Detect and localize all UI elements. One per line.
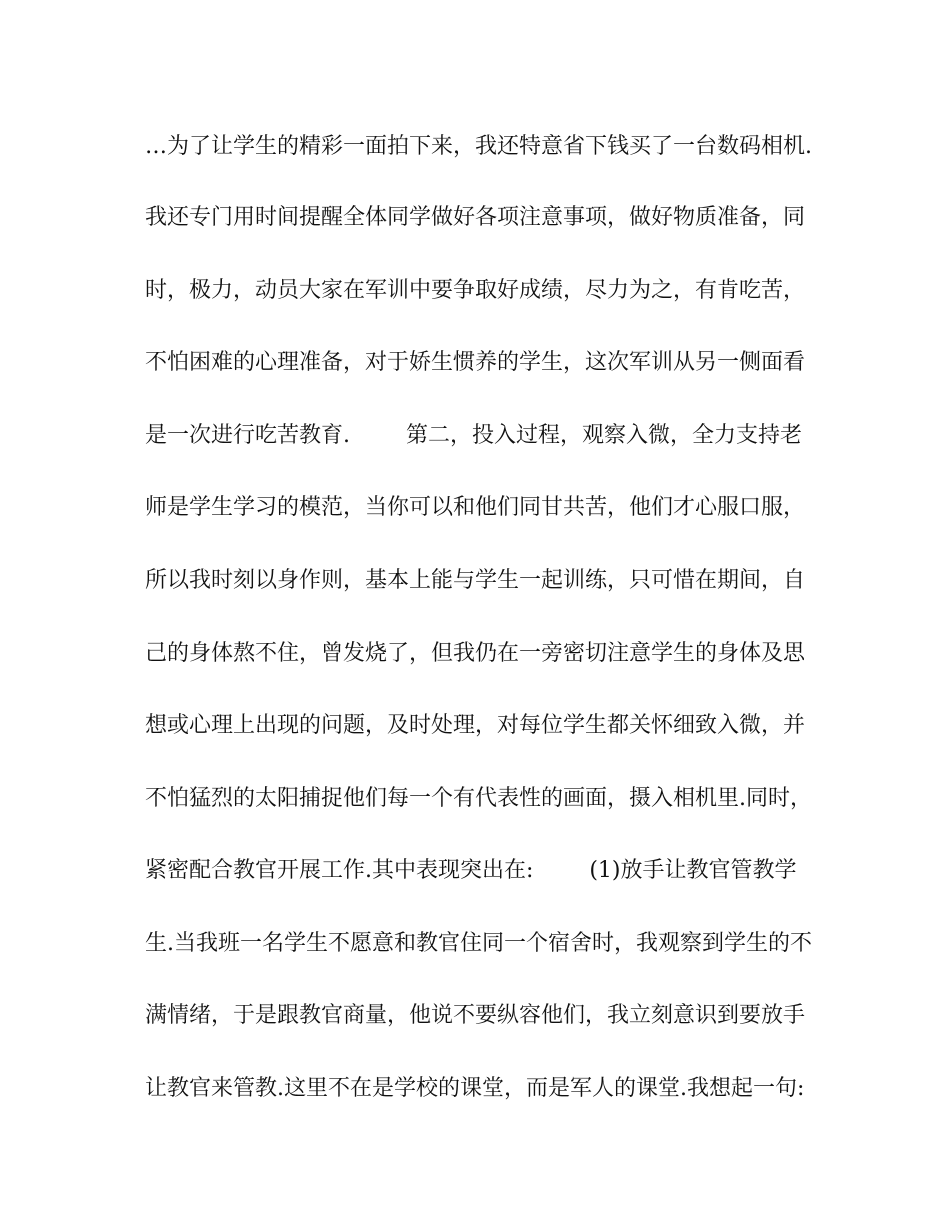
text-line: 不怕困难的心理准备，对于娇生惯养的学生，这次军训从另一侧面看 <box>145 350 806 375</box>
text-line: …为了让学生的精彩一面拍下来，我还特意省下钱买了一台数码相机. <box>145 134 812 159</box>
text-line: 己的身体熬不住，曾发烧了，但我仍在一旁密切注意学生的身体及思 <box>145 641 806 666</box>
text-line: 让教官来管教.这里不在是学校的课堂，而是军人的课堂.我想起一句: <box>145 1076 805 1101</box>
text-line: 紧密配合教官开展工作.其中表现突出在: (1)放手让教官管教学 <box>145 858 797 883</box>
text-line: 是一次进行吃苦教育. 第二，投入过程，观察入微，全力支持老 <box>145 423 802 448</box>
text-line: 时，极力，动员大家在军训中要争取好成绩，尽力为之，有肯吃苦， <box>145 278 806 303</box>
text-line: 不怕猛烈的太阳捕捉他们每一个有代表性的画面，摄入相机里.同时， <box>145 786 812 811</box>
text-line: 想或心理上出现的问题，及时处理，对每位学生都关怀细致入微，并 <box>145 713 806 738</box>
text-line: 所以我时刻以身作则，基本上能与学生一起训练，只可惜在期间，自 <box>145 568 806 593</box>
text-line: 满情绪，于是跟教官商量，他说不要纵容他们，我立刻意识到要放手 <box>145 1003 806 1028</box>
text-line: 师是学生学习的模范，当你可以和他们同甘共苦，他们才心服口服， <box>145 495 806 520</box>
text-line: 生.当我班一名学生不愿意和教官住同一个宿舍时，我观察到学生的不 <box>145 931 812 956</box>
text-line: 我还专门用时间提醒全体同学做好各项注意事项，做好物质准备，同 <box>145 205 806 230</box>
